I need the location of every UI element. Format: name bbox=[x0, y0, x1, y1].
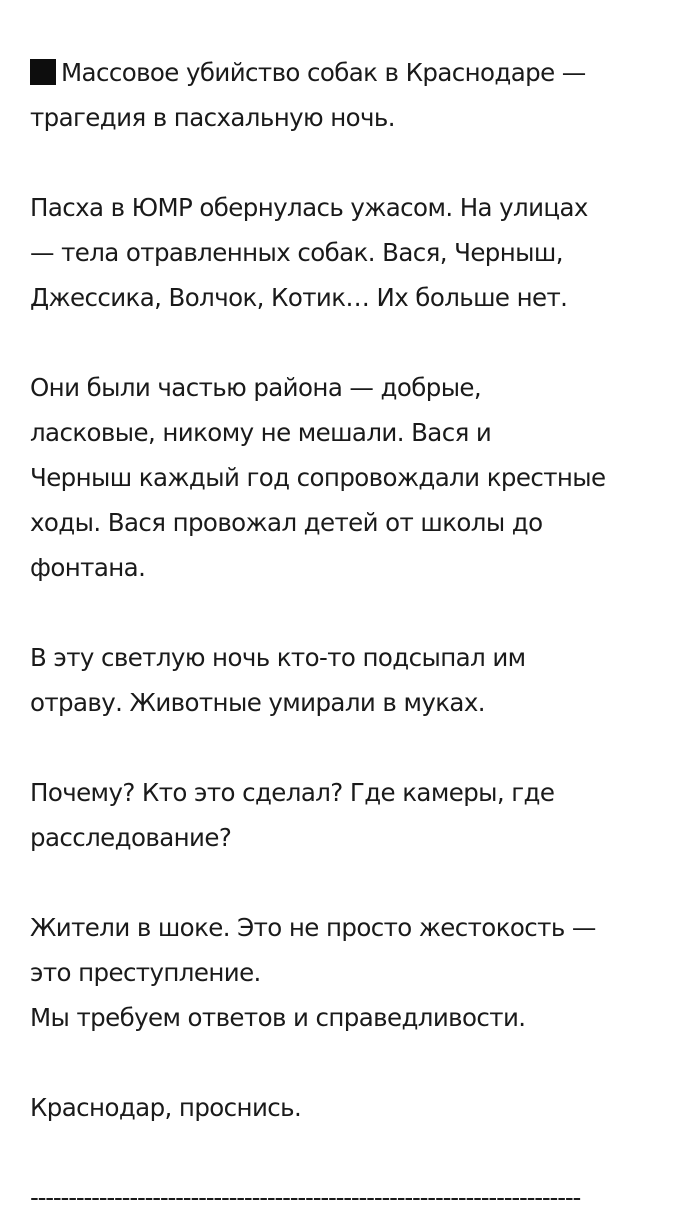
paragraph-1 bbox=[30, 185, 680, 320]
paragraph-2 bbox=[30, 365, 680, 590]
paragraph-line: Мы требуем ответов и справедливости. bbox=[30, 1003, 526, 1032]
paragraph-4 bbox=[30, 770, 680, 860]
paragraph-line: фонтана. bbox=[30, 553, 146, 582]
paragraph-line: расследование? bbox=[30, 823, 232, 852]
paragraph-line: ласковые, никому не мешали. Вася и bbox=[30, 418, 492, 447]
paragraph-line: ходы. Вася провожал детей от школы до bbox=[30, 508, 543, 537]
paragraph-line: Почему? Кто это сделал? Где камеры, где bbox=[30, 778, 555, 807]
paragraph-line: это преступление. bbox=[30, 958, 261, 987]
headline-line-2: трагедия в пасхальную ночь. bbox=[30, 103, 395, 132]
paragraph-line: Жители в шоке. Это не просто жестокость — bbox=[30, 913, 596, 942]
paragraph-6 bbox=[30, 1085, 680, 1130]
paragraph-line: Черныш каждый год сопровождали крестные bbox=[30, 463, 606, 492]
paragraph-line: Они были частью района — добрые, bbox=[30, 373, 482, 402]
paragraph-line: Пасха в ЮМР обернулась ужасом. На улицах bbox=[30, 193, 588, 222]
paragraph-line: — тела отравленных собак. Вася, Черныш, bbox=[30, 238, 563, 267]
black-square-icon bbox=[30, 59, 56, 85]
headline bbox=[30, 50, 680, 140]
paragraph-5 bbox=[30, 905, 680, 1040]
paragraph-line: отраву. Животные умирали в муках. bbox=[30, 688, 485, 717]
paragraph-line: Джессика, Волчок, Котик… Их больше нет. bbox=[30, 283, 568, 312]
dashed-divider: ------------------------------------------------------------------------ bbox=[30, 1183, 581, 1212]
paragraph-line: Краснодар, проснись. bbox=[30, 1093, 302, 1122]
paragraph-line: В эту светлую ночь кто-то подсыпал им bbox=[30, 643, 526, 672]
headline-line-1: Массовое убийство собак в Краснодаре — bbox=[30, 50, 680, 95]
post-body bbox=[30, 50, 680, 1220]
paragraph-3 bbox=[30, 635, 680, 725]
